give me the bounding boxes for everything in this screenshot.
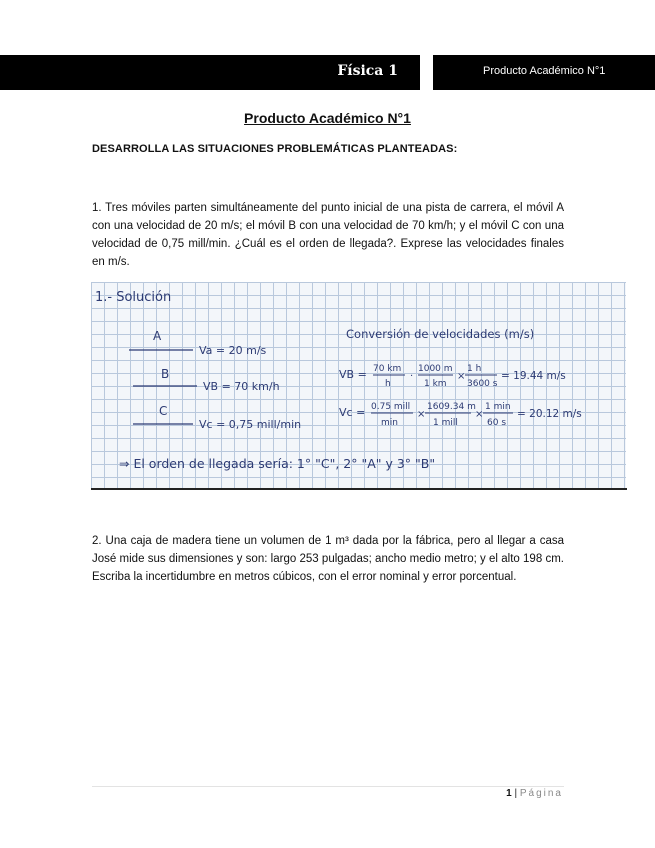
vc-result: = 20.12 m/s <box>517 408 582 420</box>
svg-text:·: · <box>410 371 414 382</box>
vc-f3-den: 60 s <box>487 418 507 428</box>
page-number: 1 <box>506 788 512 799</box>
vb-f3-den: 3600 s <box>467 379 498 389</box>
solution-conclusion: ⇒ El orden de llegada sería: 1° "C", 2° "A" y 3° "B" <box>119 456 436 471</box>
vb-f3-num: 1 h <box>467 364 482 374</box>
vc-f2-den: 1 mill <box>433 418 458 428</box>
doc-label: Producto Académico N°1 <box>483 65 606 77</box>
header-course-bar <box>0 55 420 90</box>
course-title: Física 1 <box>337 63 398 79</box>
page-word: Página <box>519 788 563 799</box>
page-footer <box>506 788 563 799</box>
section-subtitle: DESARROLLA LAS SITUACIONES PROBLEMÁTICAS PLANTEADAS: <box>92 143 458 155</box>
given-vc: Vc = 0,75 mill/min <box>199 418 302 431</box>
label-c: C <box>159 404 168 418</box>
header-doc-bar <box>433 55 655 90</box>
vb-lhs: VB = <box>339 368 367 381</box>
solution-heading: 1.- Solución <box>95 290 172 305</box>
svg-text:×: × <box>417 409 426 420</box>
label-a: A <box>153 329 162 343</box>
vc-f2-num: 1609.34 m <box>427 402 476 412</box>
conversion-title: Conversión de velocidades (m/s) <box>346 327 535 341</box>
given-va: Va = 20 m/s <box>199 344 267 357</box>
page-title: Producto Académico N°1 <box>244 110 411 126</box>
svg-text:×: × <box>457 371 466 382</box>
vb-result: = 19.44 m/s <box>501 370 566 382</box>
given-vb: VB = 70 km/h <box>203 380 280 393</box>
vc-f1-num: 0.75 mill <box>371 402 411 412</box>
vb-f1-den: h <box>385 379 391 389</box>
footer-separator: | <box>514 788 518 799</box>
vc-f1-den: min <box>381 418 398 428</box>
handwritten-solution-image <box>91 282 626 488</box>
label-b: B <box>161 367 170 381</box>
problem-1-text: 1. Tres móviles parten simultáneamente del punto inicial de una pista de carrera, el móvil A con una velocidad de 20 m/s; el móvil B con una velocidad de 70 km/h; y el móvil C con una velocidad de 0,75 mill/min. ¿Cuál es el orden de llegada?. Exprese las velocidades finales en m/s. <box>92 202 564 268</box>
vb-f2-num: 1000 m <box>418 364 453 374</box>
vc-f3-num: 1 min <box>485 402 511 412</box>
footer-divider <box>92 786 564 787</box>
vb-f2-den: 1 km <box>424 379 447 389</box>
problem-2-text: 2. Una caja de madera tiene un volumen de 1 m³ dada por la fábrica, pero al llegar a casa José mide sus dimensiones y son: largo 253 pulgadas; ancho medio metro; y el alto 198 cm. Escriba la incertidumbre en metros cúbicos, con el error nominal y error porcentual. <box>92 535 564 583</box>
vc-lhs: Vc = <box>339 406 366 419</box>
vb-f1-num: 70 km <box>373 364 402 374</box>
solution-divider <box>91 488 627 490</box>
svg-text:×: × <box>475 409 484 420</box>
